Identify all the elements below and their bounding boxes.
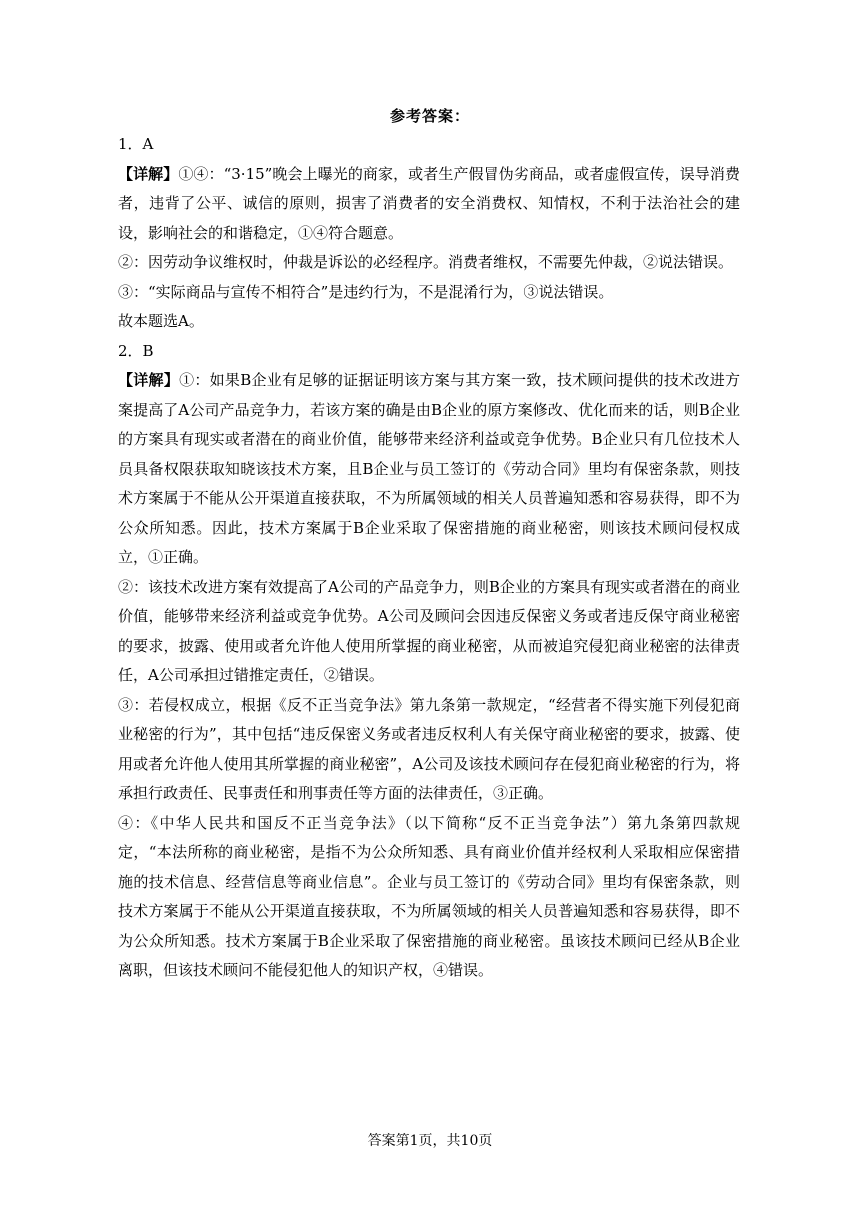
detail-tag: 【详解】 <box>118 371 180 389</box>
detail-tag: 【详解】 <box>118 164 179 183</box>
answer-content <box>118 130 740 986</box>
question-1-answer: 1．A <box>118 135 154 153</box>
page-footer: 答案第1页，共10页 <box>367 1133 493 1149</box>
question-2-detail <box>118 366 740 573</box>
question-2-paragraph: ②：该技术改进方案有效提高了A公司的产品竞争力，则B企业的方案具有现实或者潜在的商业价值，能够带来经济利益或竞争优势。A公司及顾问会因违反保密义务或者违反保守商业秘密的要求，披露、使用或者允许他人使用所掌握的商业秘密，从而被追究侵犯商业秘密的法律责任，A公司承担过错推定责任，②错误。 <box>118 577 740 684</box>
question-1-paragraph: ②：因劳动争议维权时，仲裁是诉讼的必经程序。消费者维权，不需要先仲裁，②说法错误。 <box>118 253 734 271</box>
question-2-paragraph: ③：若侵权成立，根据《反不正当竞争法》第九条第一款规定，“经营者不得实施下列侵犯商业秘密的行为”，其中包括“违反保密义务或者违反权利人有关保守商业秘密的要求，披露、使用或者允许他人使用其所掌握的商业秘密”，A公司及该技术顾问存在侵犯商业秘密的行为，将承担行政责任、民事责任和刑事责任等方面的法律责任，③正确。 <box>118 695 740 802</box>
question-2-paragraph: ④：《中华人民共和国反不正当竞争法》（以下简称“反不正当竞争法”）第九条第四款规定，“本法所称的商业秘密，是指不为公众所知悉、具有商业价值并经权利人采取相应保密措施的技术信息、经营信息等商业信息”。企业与员工签订的《劳动合同》里均有保密条款，则技术方案属于不能从公开渠道直接获取，不为所属领域的相关人员普遍知悉和容易获得，即不为公众所知悉。技术方案属于B企业采取了保密措施的商业秘密。虽该技术顾问已经从B企业离职，但该技术顾问不能侵犯他人的知识产权，④错误。 <box>118 813 740 979</box>
detail-text: ①：如果B企业有足够的证据证明该方案与其方案一致，技术顾问提供的技术改进方案提高了A公司产品竞争力，若该方案的确是由B企业的原方案修改、优化而来的话，则B企业的方案具有现实或者潜在的商业价值，能够带来经济利益或竞争优势。B企业只有几位技术人员具备权限获取知晓该技术方案，且B企业与员工签订的《劳动合同》里均有保密条款，则技术方案属于不能从公开渠道直接获取，不为所属领域的相关人员普遍知悉和容易获得，即不为公众所知悉。因此，技术方案属于B企业采取了保密措施的商业秘密，则该技术顾问侵权成立，①正确。 <box>118 371 740 566</box>
question-1-paragraph: ③：“实际商品与宣传不相符合”是违约行为，不是混淆行为，③说法错误。 <box>118 282 614 301</box>
question-2-answer: 2．B <box>118 341 154 360</box>
page-title: 参考答案： <box>389 107 470 125</box>
detail-text: ①④：“3·15”晚会上曝光的商家，或者生产假冒伪劣商品，或者虚假宣传，误导消费者，违背了公平、诚信的原则，损害了消费者的安全消费权、知情权，不利于法治社会的建设，影响社会的和谐稳定，①④符合题意。 <box>118 164 740 242</box>
question-1-detail <box>118 160 740 249</box>
question-1-conclusion: 故本题选A。 <box>118 312 204 330</box>
